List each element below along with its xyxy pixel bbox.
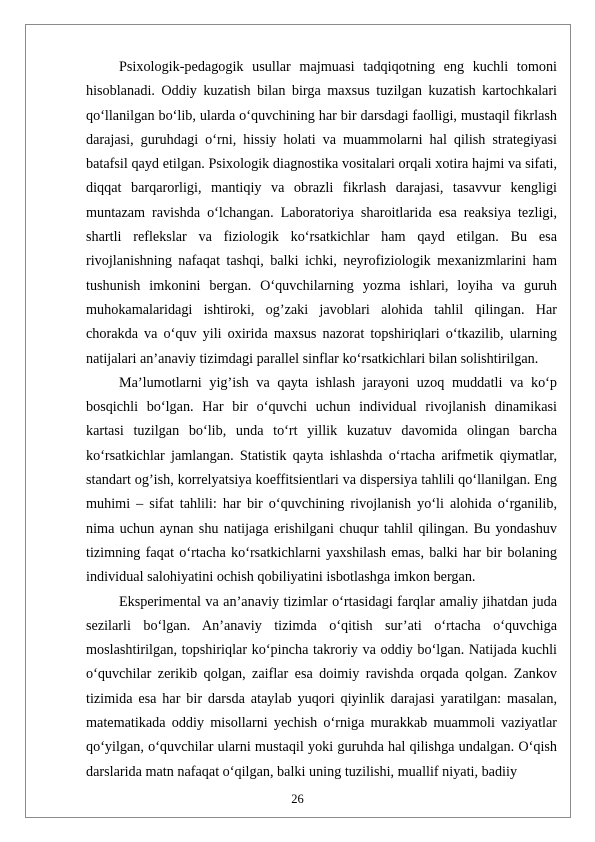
paragraph-2: Ma’lumotlarni yig’ish va qayta ishlash jarayoni uzoq muddatli va ko‘p bosqichli bo‘lgan. Har bir o‘quvchi uchun individual rivojlanish dinamikasi kartasi tuzilgan bo‘lib, unda to‘rt yillik kuzatuv davomida olingan barcha ko‘rsatkichlar jamlangan. Statistik qayta ishlashda o‘rtacha arifmetik qiymatlar, standart og’ish, korrelyatsiya koeffitsientlari va dispersiya tahlili qo‘llanilgan. Eng muhimi – sifat tahlili: har bir o‘quvchining rivojlanish yo‘li alohida o‘rganilib, nima uchun aynan shu natijaga erishilgani chuqur tahlil qilingan. Bu yondashuv tizimning faqat o‘rtacha ko‘rsatkichlarni yaxshilash emas, balki har bir bolaning individual salohiyatini ochish qobiliyatini isbotlashga imkon bergan. — [86, 374, 557, 586]
paragraph-3: Eksperimental va an’anaviy tizimlar o‘rtasidagi farqlar amaliy jihatdan juda sezilarli bo‘lgan. An’anaviy tizimda o‘qitish sur’ati o‘rtacha o‘quvchiga moslashtirilgan, topshiriqlar ko‘pincha takroriy va oddiy bo‘lgan. Natijada kuchli o‘quvchilar zerikib qolgan, zaiflar esa doimiy ravishda orqada qolgan. Zankov tizimida esa har bir darsda ataylab yuqori qiyinlik darajasi yaratilgan: masalan, matematikada oddiy misollarni yechish o‘rniga murakkab muammoli vaziyatlar qo‘yilgan, o‘quvchilar ularni mustaqil yoki guruhda hal qilishga undalgan. O‘qish darslarida matn nafaqat o‘qilgan, balki uning tuzilishi, muallif niyati, badiiy — [86, 593, 557, 780]
document-body — [86, 55, 557, 784]
page-number: 26 — [291, 792, 304, 806]
paragraph-1: Psixologik-pedagogik usullar majmuasi tadqiqotning eng kuchli tomoni hisoblanadi. Oddiy kuzatish bilan birga maxsus tuzilgan kuzatish kartochkalari qo‘llanilgan bo‘lib, ularda o‘quvchining har bir darsdagi faolligi, mustaqil fikrlash darajasi, guruhdagi o‘rni, hissiy holati va muammolarni hal qilish strategiyasi batafsil qayd etilgan. Psixologik diagnostika vositalari orqali xotira hajmi va sifati, diqqat barqarorligi, mantiqiy va obrazli fikrlash darajasi, tasavvur kengligi muntazam ravishda o‘lchangan. Laboratoriya sharoitlarida esa reaksiya tezligi, shartli reflekslar va fiziologik ko‘rsatkichlar ham qayd etilgan. Bu esa rivojlanishning nafaqat tashqi, balki ichki, neyrofiziologik mexanizmlarini ham tushunish imkonini bergan. O‘quvchilarning yozma ishlari, loyiha va guruh muhokamalaridagi ishtiroki, og’zaki javoblari alohida tahlil qilingan. Har chorakda va o‘quv yili oxirida maxsus nazorat topshiriqlari o‘tkazilib, ularning natijalari an’anaviy tizimdagi parallel sinflar ko‘rsatkichlari bilan solishtirilgan. — [86, 59, 557, 367]
